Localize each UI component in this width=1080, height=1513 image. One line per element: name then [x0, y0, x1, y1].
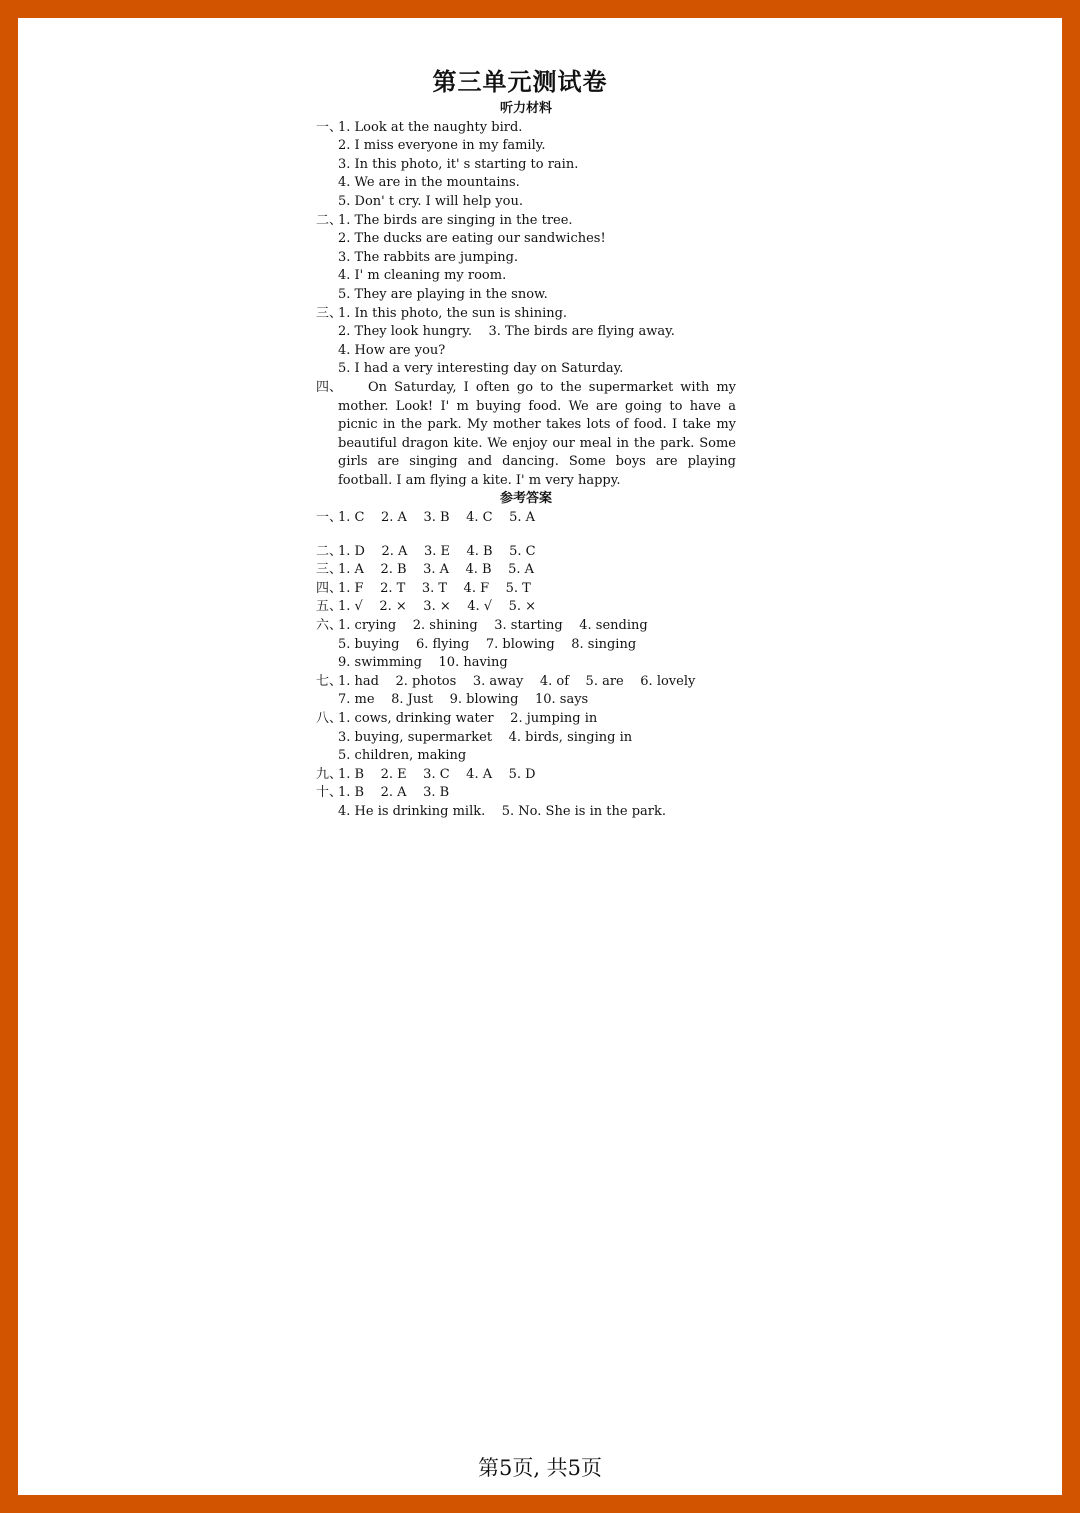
- passage-label: 四、: [316, 379, 343, 395]
- passage-text: [316, 379, 736, 491]
- line-text: 1. D 2. A 3. E 4. B 5. C: [338, 543, 536, 559]
- section-label: [316, 137, 338, 156]
- section-label: [316, 342, 338, 361]
- line-text: 3. The rabbits are jumping.: [338, 249, 519, 265]
- line-text: 3. buying, supermarket 4. birds, singing in: [338, 729, 633, 745]
- section-label: 三、: [316, 562, 343, 578]
- answers-row: [316, 543, 736, 562]
- listening-row: [316, 230, 736, 249]
- listening-row: [316, 342, 736, 361]
- line-text: 2. They look hungry. 3. The birds are flying away.: [338, 324, 675, 340]
- line-text: 1. A 2. B 3. A 4. B 5. A: [338, 562, 535, 578]
- line-text: 1. Look at the naughty bird.: [338, 119, 523, 135]
- line-text: 1. The birds are singing in the tree.: [338, 212, 573, 228]
- section-label: 五、: [316, 599, 343, 615]
- answers-row: [316, 803, 736, 822]
- line-text: 1. had 2. photos 3. away 4. of 5. are 6. lovely: [338, 673, 696, 689]
- page-title: 第三单元测试卷: [432, 67, 608, 96]
- section-label: 八、: [316, 711, 343, 726]
- listening-row: [316, 193, 736, 212]
- section-label: 七、: [316, 673, 343, 689]
- line-text: 1. In this photo, the sun is shining.: [338, 305, 568, 321]
- line-text: 7. me 8. Just 9. blowing 10. says: [338, 692, 589, 708]
- listening-heading: 听力材料: [499, 101, 552, 116]
- line-text: 4. He is drinking milk. 5. No. She is in the park.: [338, 803, 666, 819]
- section-label: 四、: [316, 580, 343, 596]
- section-label: [316, 729, 338, 748]
- listening-row: [316, 360, 736, 379]
- section-label: [316, 249, 338, 268]
- line-text: 1. F 2. T 3. T 4. F 5. T: [338, 580, 531, 596]
- answers-row: [316, 617, 736, 636]
- answer-list: [316, 509, 736, 822]
- section-label: [316, 323, 338, 342]
- listening-row: [316, 137, 736, 156]
- answers-row: [316, 673, 736, 692]
- line-text: 1. crying 2. shining 3. starting 4. sending: [338, 618, 648, 634]
- line-text: 5. buying 6. flying 7. blowing 8. singing: [338, 636, 637, 652]
- section-label: [316, 174, 338, 193]
- line-text: 1. B 2. E 3. C 4. A 5. D: [338, 766, 536, 782]
- line-text: 1. B 2. A 3. B: [338, 785, 450, 801]
- line-text: 2. The ducks are eating our sandwiches!: [338, 231, 606, 247]
- listening-list: [316, 119, 736, 379]
- section-label: [316, 267, 338, 286]
- page-footer: 第5页, 共5页: [477, 1456, 603, 1480]
- section-label: [316, 747, 338, 766]
- section-label: [316, 286, 338, 305]
- section-label: 三、: [316, 305, 343, 321]
- line-text: 5. children, making: [338, 748, 467, 764]
- line-text: 5. They are playing in the snow.: [338, 286, 548, 302]
- section-label: [316, 691, 338, 710]
- answers-row: [316, 691, 736, 710]
- line-text: 3. In this photo, it' s starting to rain.: [338, 156, 579, 172]
- answers-heading: 参考答案: [499, 491, 552, 507]
- listening-row: [316, 249, 736, 268]
- section-label: [316, 156, 338, 175]
- document-page: [18, 18, 1062, 1495]
- answers-row: [316, 766, 736, 785]
- section-label: 二、: [316, 543, 343, 559]
- section-label: 十、: [316, 785, 343, 801]
- answers-row: [316, 747, 736, 766]
- answers-row: [316, 729, 736, 748]
- page-content: [316, 100, 736, 822]
- section-label: [316, 360, 338, 379]
- answers-row: [316, 784, 736, 803]
- line-text: 1. C 2. A 3. B 4. C 5. A: [338, 510, 536, 526]
- listening-row: [316, 323, 736, 342]
- section-label: 一、: [316, 510, 343, 526]
- spacer: [316, 528, 736, 543]
- listening-row: [316, 305, 736, 324]
- listening-row: [316, 119, 736, 138]
- listening-row: [316, 156, 736, 175]
- line-text: 2. I miss everyone in my family.: [338, 138, 546, 154]
- line-text: 4. How are you?: [338, 342, 446, 358]
- line-text: 5. Don' t cry. I will help you.: [338, 193, 523, 209]
- line-text: 5. I had a very interesting day on Saturday.: [338, 361, 624, 377]
- answers-row: [316, 654, 736, 673]
- section-label: [316, 803, 338, 822]
- listening-row: [316, 286, 736, 305]
- section-label: [316, 230, 338, 249]
- answers-row: [316, 636, 736, 655]
- line-text: 1. cows, drinking water 2. jumping in: [338, 711, 598, 726]
- listening-row: [316, 174, 736, 193]
- line-text: 4. We are in the mountains.: [338, 175, 520, 191]
- section-label: 二、: [316, 212, 343, 228]
- section-label: 一、: [316, 119, 343, 135]
- passage-body: On Saturday, I often go to the supermarket with my mother. Look! I' m buying food. We are going to have a picnic in the park. My mother takes lots of food. I take my beautiful dragon kite. We enjoy our meal in the park. Some girls are singing and dancing. Some boys are playing football. I am flying a kite. I' m very happy.: [338, 379, 736, 488]
- answers-row: [316, 561, 736, 580]
- listening-row: [316, 212, 736, 231]
- section-label: [316, 654, 338, 673]
- line-text: 9. swimming 10. having: [338, 655, 508, 671]
- answers-row: [316, 509, 736, 528]
- listening-row: [316, 267, 736, 286]
- answers-row: [316, 710, 736, 729]
- answers-row: [316, 580, 736, 599]
- section-label: [316, 193, 338, 212]
- line-text: 1. √ 2. × 3. × 4. √ 5. ×: [338, 599, 537, 615]
- line-text: 4. I' m cleaning my room.: [338, 268, 507, 284]
- section-label: [316, 636, 338, 655]
- section-label: 九、: [316, 766, 343, 782]
- section-label: 六、: [316, 618, 343, 634]
- answers-row: [316, 598, 736, 617]
